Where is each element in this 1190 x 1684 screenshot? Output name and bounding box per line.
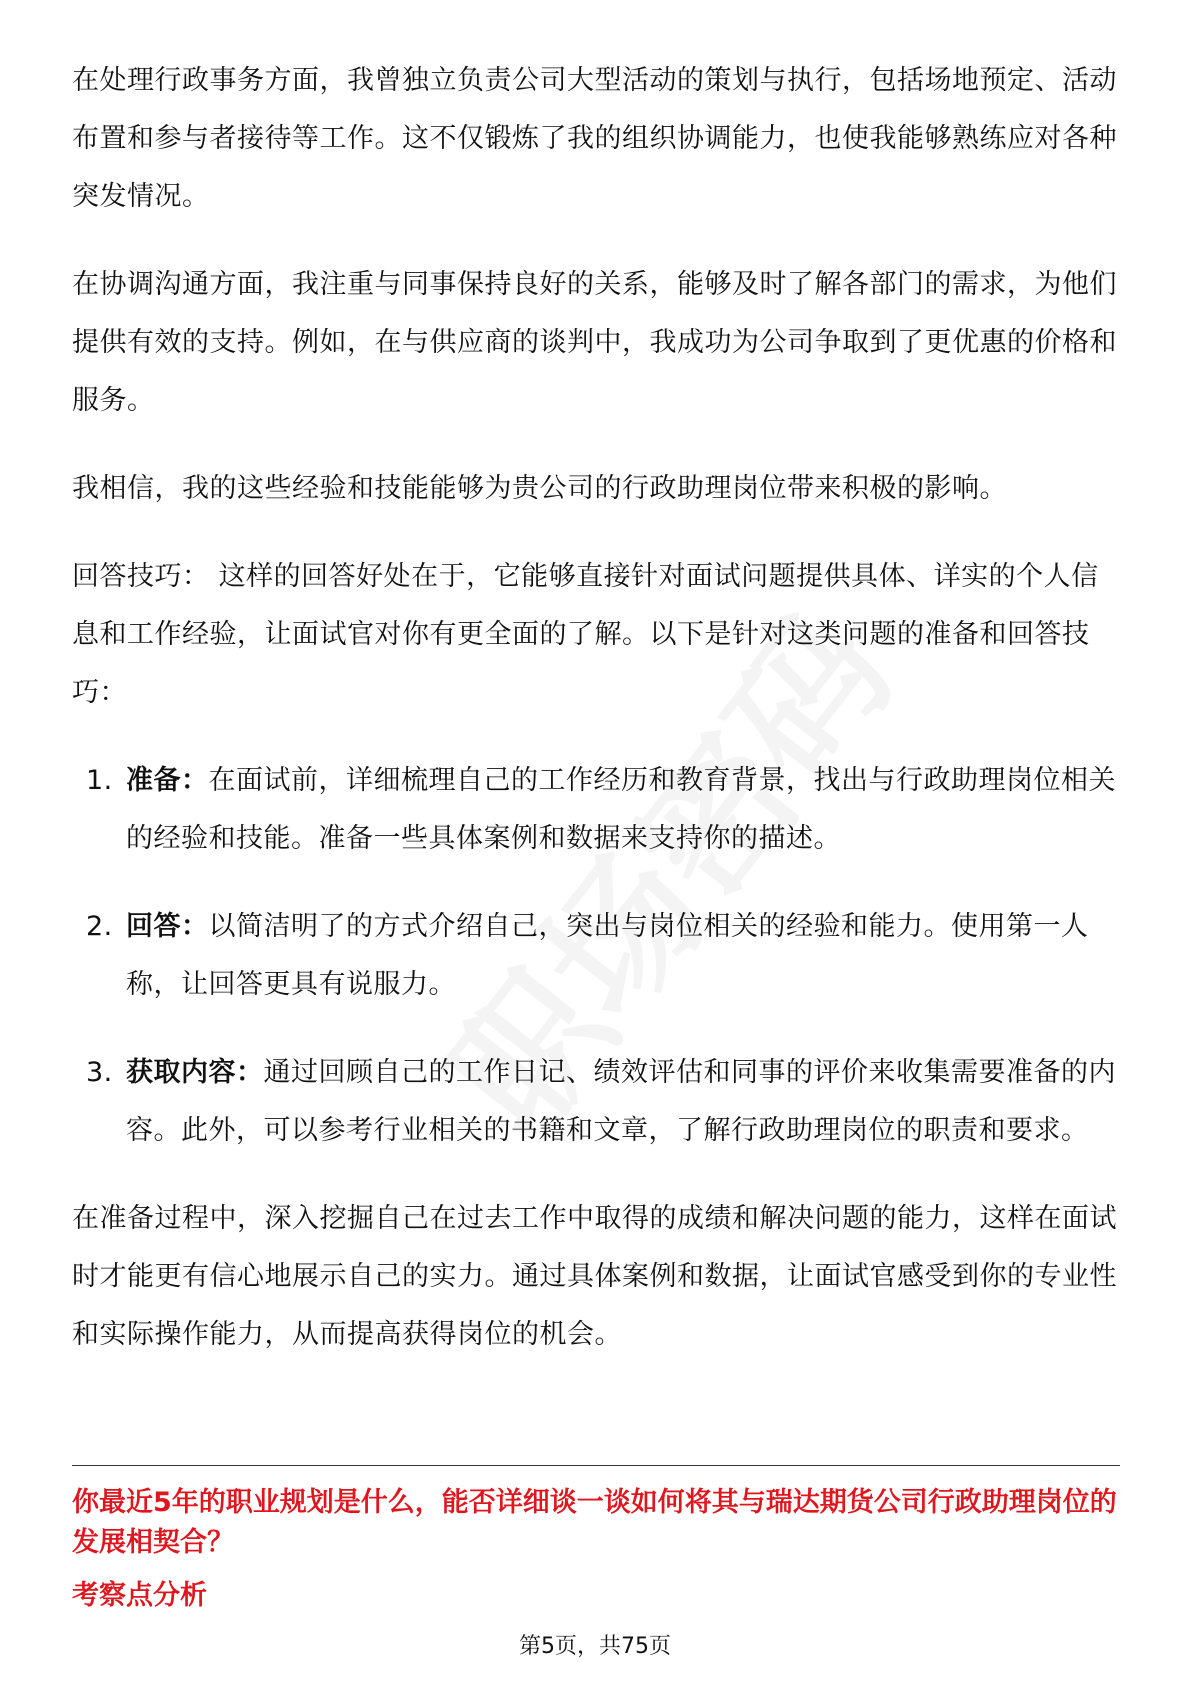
list-item-number: 1.	[86, 765, 113, 796]
list-item-text: 通过回顾自己的工作日记、绩效评估和同事的评价来收集需要准备的内容。此外，可以参考行业相关的书籍和文章，了解行政助理岗位的职责和要求。	[126, 1057, 1116, 1146]
paragraph-admin-affairs: 在处理行政事务方面，我曾独立负责公司大型活动的策划与执行，包括场地预定、活动布置和参与者接待等工作。这不仅锻炼了我的组织协调能力，也使我能够熟练应对各种突发情况。	[72, 65, 1117, 212]
list-item	[72, 898, 1120, 1014]
list-item	[72, 1044, 1120, 1160]
list-item-number: 2.	[86, 911, 113, 942]
paragraph-belief: 我相信，我的这些经验和技能能够为贵公司的行政助理岗位带来积极的影响。	[72, 473, 1007, 504]
list-item-term: 准备：	[126, 765, 209, 796]
list-item	[72, 752, 1120, 868]
tips-list	[72, 752, 1120, 1160]
list-item-term: 回答：	[126, 911, 209, 942]
section-divider	[72, 1465, 1120, 1466]
paragraph-closing: 在准备过程中，深入挖掘自己在过去工作中取得的成绩和解决问题的能力，这样在面试时才能更有信心地展示自己的实力。通过具体案例和数据，让面试官感受到你的专业性和实际操作能力，从而提高获得岗位的机会。	[72, 1203, 1117, 1350]
next-question-heading: 你最近5年的职业规划是什么，能否详细谈一谈如何将其与瑞达期货公司行政助理岗位的发展相契合？	[72, 1487, 1117, 1558]
list-item-number: 3.	[86, 1057, 113, 1088]
main-content	[72, 52, 1120, 1394]
list-item-text: 以简洁明了的方式介绍自己，突出与岗位相关的经验和能力。使用第一人称，让回答更具有说服力。	[126, 911, 1089, 1000]
page-number-footer: 第5页，共75页	[519, 1634, 671, 1659]
list-item-term: 获取内容：	[126, 1057, 264, 1088]
paragraph-answer-tips: 回答技巧： 这样的回答好处在于，它能够直接针对面试问题提供具体、详实的个人信息和工作经验，让面试官对你有更全面的了解。以下是针对这类问题的准备和回答技巧：	[72, 561, 1099, 708]
analysis-heading: 考察点分析	[72, 1580, 207, 1611]
paragraph-communication: 在协调沟通方面，我注重与同事保持良好的关系，能够及时了解各部门的需求，为他们提供有效的支持。例如，在与供应商的谈判中，我成功为公司争取到了更优惠的价格和服务。	[72, 269, 1117, 416]
list-item-text: 在面试前，详细梳理自己的工作经历和教育背景，找出与行政助理岗位相关的经验和技能。准备一些具体案例和数据来支持你的描述。	[126, 765, 1116, 854]
